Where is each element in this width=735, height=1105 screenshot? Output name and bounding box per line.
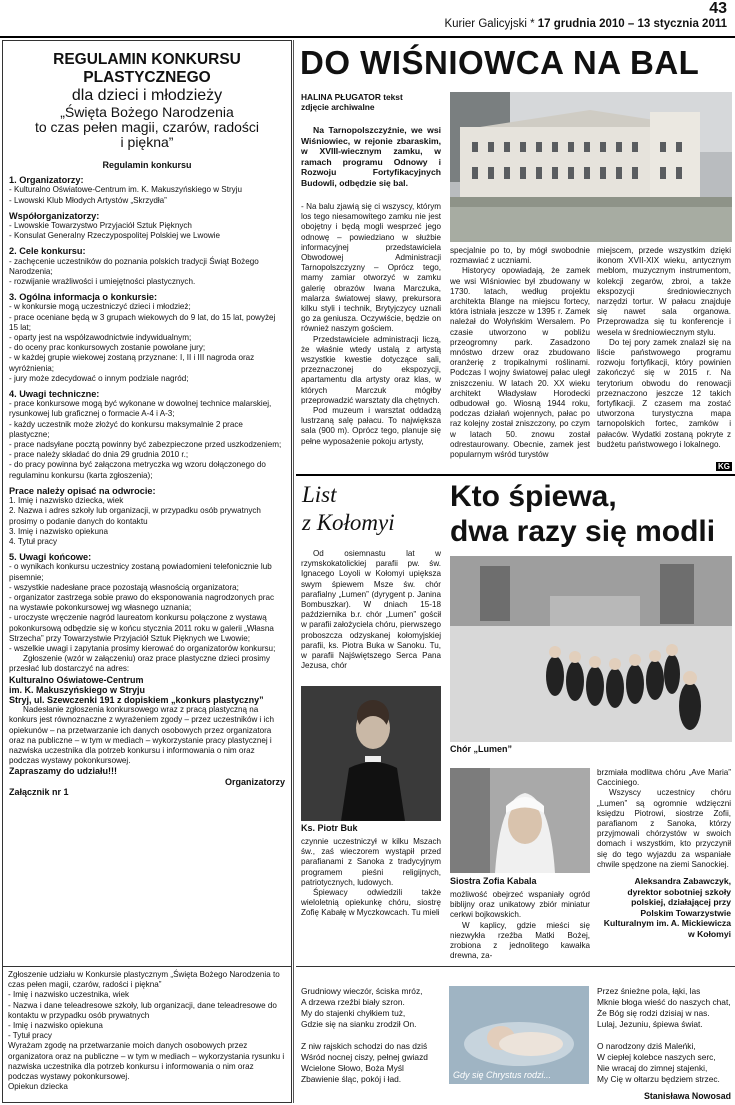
poem-line [301,1030,446,1041]
poem-left [301,986,446,1085]
rules-line: Nadesłanie zgłoszenia konkursowego wraz z pracą plastyczną na konkurs jest równoznaczne z wyrażeniem zgody – przez uczestników i ich opiekunów – na przetwarzanie ich danych osobowych przez organizatora oraz na publiczne – w tym w mediach – wykorzystanie pracy plastycznej i nazwiska uczestnika dla potrzeb konkursu i informowania o nim oraz podczas wystawy pokonkursowej. [9,705,274,766]
rules-line: - Konsulat Generalny Rzeczypospolitej Polskiej we Lwowie [9,231,220,241]
article-paragraph: Przedstawiciele administracji liczą, że właśnie wtedy ustalą z artystą wszystkie kwestie dotyczące sali, przeznaczonej do ekspozycji, apartamentu dla artysty oraz klas, w których Marczuk mógłby przeprowadzić warsztaty dla chętnych. [301,334,441,405]
rules-line: - oparty jest na współzawodnictwie indywidualnym; [9,333,192,343]
article-paragraph: miejscem, przede wszystkim dzięki ikonom XVII-XIX wieku, antycznym meblom, muzycznym instrumentom, kolekcji zegarów, zbroi, a także ekspozycji średniowiecznych narzędzi tortur. W pałacu znajduje się nawet sala organowa. Przeprowadza się tu konferencje i wesela w średniowiecznym stylu. [597,246,731,337]
article1-column-3 [597,246,731,450]
byline [301,92,447,112]
rules-line: Kulturalno Oświatowe-Centrum [9,674,144,685]
poem-author: Stanisława Nowosad [643,1091,731,1101]
article-paragraph: brzmiała modlitwa chóru „Ave Maria” Cacciniego. [597,768,731,788]
nun-photo [450,768,590,873]
rules-line: - wszelkie uwagi i zapytania prosimy kierować do organizatorów konkursu; [9,643,276,653]
rules-line: - do pracy powinna być załączona metryczka wg wzoru dołączonego do regulaminu konkursu (karta zgłoszenia); [9,460,266,480]
rules-line: - prace konkursowe mogą być wykonane w dowolnej technice malarskiej, rysunkowej lub graficznej o formacie A-4 i A-3; [9,399,272,419]
rules-title-3: dla dzieci i młodzieży [71,87,223,104]
rules-line: - prace nadsyłane pocztą powinny być zabezpieczone przed uszkodzeniem; [9,440,282,450]
poem-line: Przez śnieżne pola, łąki, las [597,986,701,996]
article1-column-2 [450,246,590,460]
rules-body [9,160,285,797]
list-title-1: List [302,482,337,507]
rules-line: 2. Nazwa i adres szkoły lub organizacji, w przypadku osób prywatnych prosimy o podanie danych do kontaktu [9,506,261,526]
poem-line: Mknie błoga wieść do naszych chat, [597,997,731,1007]
rules-line: - zachęcenie uczestników do poznania polskich tradycji Świąt Bożego Narodzenia; [9,256,259,276]
kg-logo: KG [718,462,730,471]
poem-line: Lulaj, Jezuniu, śpiewa świat. [597,1019,703,1029]
kto-title-1: Kto śpiewa, [450,480,617,513]
choir-caption: Chór „Lumen” [450,744,512,754]
rules-title-1: REGULAMIN KONKURSU [53,51,241,68]
rules-line: 3. Imię i nazwisko opiekuna [9,526,108,536]
rules-line: 1. Imię i nazwisko dziecka, wiek [9,496,124,506]
poem-line: Z niw rajskich schodzi do nas dziś [301,1041,428,1051]
rules-line: - wszystkie nadesłane prace pozostają własnością organizatora; [9,582,239,592]
attachment-line: - Imię i nazwisko opiekuna [8,1021,103,1031]
rules-line: - jury może zdecydować o innym podziale nagród; [9,373,189,383]
byline-photo: zdjęcie archiwalne [301,102,375,112]
rules-line: - Lwowski Klub Młodych Artystów „Skrzydła” [9,195,167,205]
rules-line: Regulamin konkursu [102,160,192,170]
article-paragraph: możliwość obejrzeć wspaniały ogród biblijny oraz unikatowy zbiór miniatur cerkwi bojkowskich. [450,890,590,920]
article-paragraph: specjalnie po to, by mógł swobodnie rozmawiać z uczniami. [450,246,590,266]
castle-photo [450,92,732,242]
rules-line: - prace oceniane będą w 3 grupach wiekowych do 9 lat, do 15 lat, powyżej 15 lat; [9,312,276,332]
rules-line: Prace należy opisać na odwrocie: [9,485,156,496]
kto-column-c [597,768,731,870]
article-paragraph: Wszyscy uczestnicy chóru „Lumen” są ogromnie wdzięczni księdzu Piotrowi, siostrze Zofii, parafianom z Sanoka, którzy przyjmowali chórzystów w swoich domach i wszystkim, kto przyczynił się do tego wyjazdu za wspaniałe chwile spędzone na ziemi Sanockiej. [597,788,731,869]
paper-name: Kurier Galicyjski * [444,18,538,30]
kto-column-b [450,890,590,961]
article-paragraph: czynnie uczestniczył w kilku Mszach św., zaś wieczorem wystąpił przed parafianami z Sanoka z tradycyjnym programem pieśni religijnych, patriotycznych, ludowych. [301,837,441,887]
article-paragraph: Historycy opowiadają, że zamek we wsi Wiśniowiec był zbudowany w 1730. latach, według projektu architekta Blange na miejscu fortecy, która istniała jeszcze w 1395 r. Zamek należał do Wołyńskim Wersalem. Po czasie utworzono w pobliżu przeogromny park. Zasadzono mnóstwo drzew oraz zbudowano oranżerię z tropikalnymi roślinami. Podczas I wojny światowej pałac uległ zniszczeniu. W latach 20. XX wieku architekt Władysław Horodecki odbudował go. Wiosną 1944 roku, podczas działań wojennych, pałac po raz kolejny został zniszczony, po czym w latach 50. znowu został odrestaurowany. Obecnie, zamek jest popularnym wśród turystów [450,266,590,460]
rules-line: 4. Uwagi techniczne: [9,389,100,400]
rules-subtitle-2: to czas pełen magii, czarów, radości [34,119,260,135]
priest-image [301,686,441,821]
choir-image [450,556,732,742]
image-caption: Gdy się Chrystus rodzi... [453,1070,552,1080]
rules-line: 1. Organizatorzy: [9,175,84,186]
article-paragraph: Śpiewacy odwiedzili także wieloletnią opiekunkę chóru, siostrę Zofię Kabałę w Myczkowcach. Tu mieli [301,888,441,918]
rules-line: Zgłoszenie (wzór w załączeniu) oraz prace plastyczne dzieci prosimy przesłać lub dostarczyć na adres: [9,654,270,674]
article-paragraph: - Na balu zjawią się ci wszyscy, którym los tego niesamowitego zamku nie jest obojętny i będą mogli wesprzeć jego odnowę – powiedziano w służbie informacyjnej przedstawiciela Obwodowej Administracji Tarnopolszczyzny – Oprócz tego, mamy zamiar otworzyć w zamku galerię obrazów Iwana Marczuka, malarza światowej sławy, prekursora kilku styli i technik, Brytyjczycy uznali go za geniusza. Oczywiście, będzie on również naszym gościem. [301,202,441,334]
rules-subtitle-3: i piękna” [120,134,174,150]
rules-line: Współorganizatorzy: [9,210,100,221]
section-rule [296,474,735,476]
attachment-line: Wyrażam zgodę na przetwarzanie moich danych osobowych przez organizatora oraz na publiczne – w tym w mediach – wykorzystania rysunku i nazwiska uczestnika dla potrzeb konkursu i informowania o nim oraz podczas wystawy pokonkursowej. [8,1041,285,1082]
rules-line: 3. Ogólna informacja o konkursie: [9,292,158,303]
article1-column-1 [301,202,441,447]
article-lead: Na Tarnopolszczyźnie, we wsi Wiśniowiec, w rejonie zbaraskim, w XVIII-wiecznym zamku, w ramach programu Odnowy i Rozwoju Fortyfikacyjnych Budowli, odbędzie się bal. [301,125,441,188]
top-rule [0,36,735,38]
rules-subtitle-1: „Święta Bożego Narodzenia [60,104,234,120]
attachment-line: - Imię i nazwisko uczestnika, wiek [8,990,129,1000]
castle-image [450,92,732,242]
rules-line: - prace należy składać do dnia 29 grudnia 2010 r.; [9,450,189,460]
kto-title-2: dwa razy się modli [450,515,716,548]
rules-title-2: PLASTYCZNEGO [83,69,211,86]
attachment-line: Opiekun dziecka [8,1082,68,1092]
rules-line: - do oceny prac konkursowych zostanie powołane jury; [9,343,206,353]
poem-line: Nie wracaj do zimnej stajenki, [597,1063,708,1073]
rules-line: - Kulturalno Oświatowe-Centrum im. K. Makuszyńskiego w Stryju [9,185,242,195]
poem-line: Że Bóg się rodzi dzisiaj w nas. [597,1008,710,1018]
nativity-image [449,986,589,1084]
column-divider [293,40,294,1103]
rules-line: Załącznik nr 1 [9,786,69,797]
rules-line: - w konkursie mogą uczestniczyć dzieci i młodzież; [9,302,191,312]
signature [597,876,731,940]
signature-name: Aleksandra Zabawczyk, [634,876,731,886]
poem-line: O narodzony dziś Maleńki, [597,1041,696,1051]
attachment-form [2,966,292,1095]
rules-line: Stryj, ul. Szewczenki 191 z dopiskiem „konkurs plastyczny” [9,694,264,705]
priest-photo [301,686,441,821]
poem-right [597,986,731,1085]
list-body: Od osiemnastu lat w rzymskokatolickiej parafii pw. św. Ignacego Loyoli w Kołomyi upiększa swym śpiewem Msze św. chór parafialny „Lumen” (dyrygent p. Janina Bombuszkar). W dniach 15-18 października b.r. chór „Lumen” gościł w parafii założyciela chóru, pierwszego proboszcza odzyskanej kołomyjskiej parafii, ks. Piotra Buka w Sanoku. Tu, w parafii Najświętszego Serca Pana Jezusa, chór [301,549,441,671]
poem-line: Grudniowy wieczór, ściska mróz, [301,986,423,996]
byline-author: HALINA PŁUGATOR tekst [301,92,403,102]
rules-line: - uroczyste wręczenie nagród laureatom konkursu połączone z wystawą pokonkursową odbędzie się w końcu stycznia 2011 roku w galerii „Własna Strzecha” przy Towarzystwie Przyjaciół Sztuk Pięknych we Lwowie; [9,613,274,643]
attachment-line: Zgłoszenie udziału w Konkursie plastycznym „Święta Bożego Narodzenia to czas pełen magii, czarów, radości i piękna” [8,970,280,990]
nun-caption: Siostra Zofia Kabala [450,876,537,886]
poem-line: A drzewa rzeźbi biały szron. [301,997,405,1007]
poem-line [597,1030,731,1041]
issue-dates: 17 grudnia 2010 – 13 stycznia 2011 [537,18,727,30]
rules-line: - każdy uczestnik może złożyć do konkursu maksymalnie 2 prace plastyczne; [9,419,243,439]
rules-line: im. K. Makuszyńskiego w Stryju [9,684,146,695]
rules-line: - organizator zastrzega sobie prawo do eksponowania nagrodzonych prac na wystawie pokonkursowej wg własnego uznania; [9,592,275,613]
rules-line: - w każdej grupie wiekowej zostaną przyznane: I, II i III nagroda oraz wyróżnienia; [9,353,255,373]
rules-line: 2. Cele konkursu: [9,246,86,257]
rules-line: Organizatorzy [224,776,285,787]
poem-line: Wcielone Słowo, Boża Myśl [301,1063,404,1073]
choir-photo [450,556,732,742]
poem-line: My Cię w ołtarzu będziem strzec. [597,1074,720,1084]
poem-line: W ciepłej kolebce naszych serc, [597,1052,716,1062]
rules-line: 5. Uwagi końcowe: [9,552,92,563]
page-number: 43 [709,0,727,17]
priest-caption: Ks. Piotr Buk [301,823,358,833]
list-title-2: z Kołomyi [302,510,395,535]
poem-line: My do stajenki chyłkiem tuż, [301,1008,406,1018]
nun-image [450,768,590,873]
rules-line: Zapraszamy do udziału!!! [9,766,118,777]
article-paragraph: Pod muzeum i warsztat oddadzą lustrzaną salę pałacu. To największa sala (900 m). Oprócz tego, planuje się pełne wyposażenie pokoju artysty, [301,406,441,446]
poem-line: Wśród nocnej ciszy, pełnej gwiazd [301,1052,428,1062]
rules-line: - o wynikach konkursu uczestnicy zostaną powiadomieni telefonicznie lub pisemnie; [9,562,272,582]
poem-line: Gdzie się na sianku zrodził On. [301,1019,417,1029]
contest-rules-box [2,40,292,1103]
poem-line: Zbawienie śląc, pokój i ład. [301,1074,402,1084]
article-paragraph: Do tej pory zamek znalazł się na liście państwowego programu rozwoju fortyfikacji, który powinien zakończyć się w 2015 r. Na terytorium obwodu do renowacji przeznaczono jeszcze 12 takich fortyfikacji. Z czasem ma zostać utworzona turystyczna mapa tarnopolskich fortec, zamków i pałaców. Wydatki zostaną pokryte z budżetu państwowego i lokalnego. [597,337,731,449]
article-paragraph: W kaplicy, gdzie mieści się niezwykła rzeźba Matki Bożej, zrobiona z jednolitego kawałka drewna, za- [450,920,590,961]
attachment-line: - Tytuł pracy [8,1031,52,1041]
attachment-line: - Nazwa i dane teleadresowe szkoły, lub organizacji, dane teleadresowe do kontaktu w przypadku osób prywatnych [8,1000,277,1020]
rules-line: - Lwowskie Towarzystwo Przyjaciół Sztuk Pięknych [9,221,192,231]
article-title-wisniowiec: DO WIŚNIOWCA NA BAL [300,44,700,81]
rules-line: 4. Tytuł pracy [9,536,57,546]
rules-line: - rozwijanie wrażliwości i umiejętności plastycznych. [9,277,196,287]
kto-column-a [301,837,441,919]
poem-rule [296,966,735,967]
masthead-line [444,18,727,30]
signature-role: dyrektor sobotniej szkoły polskiej, działającej przy Polskim Towarzystwie Kulturalnym im. A. Mickiewicza w Kołomyi [603,886,731,939]
